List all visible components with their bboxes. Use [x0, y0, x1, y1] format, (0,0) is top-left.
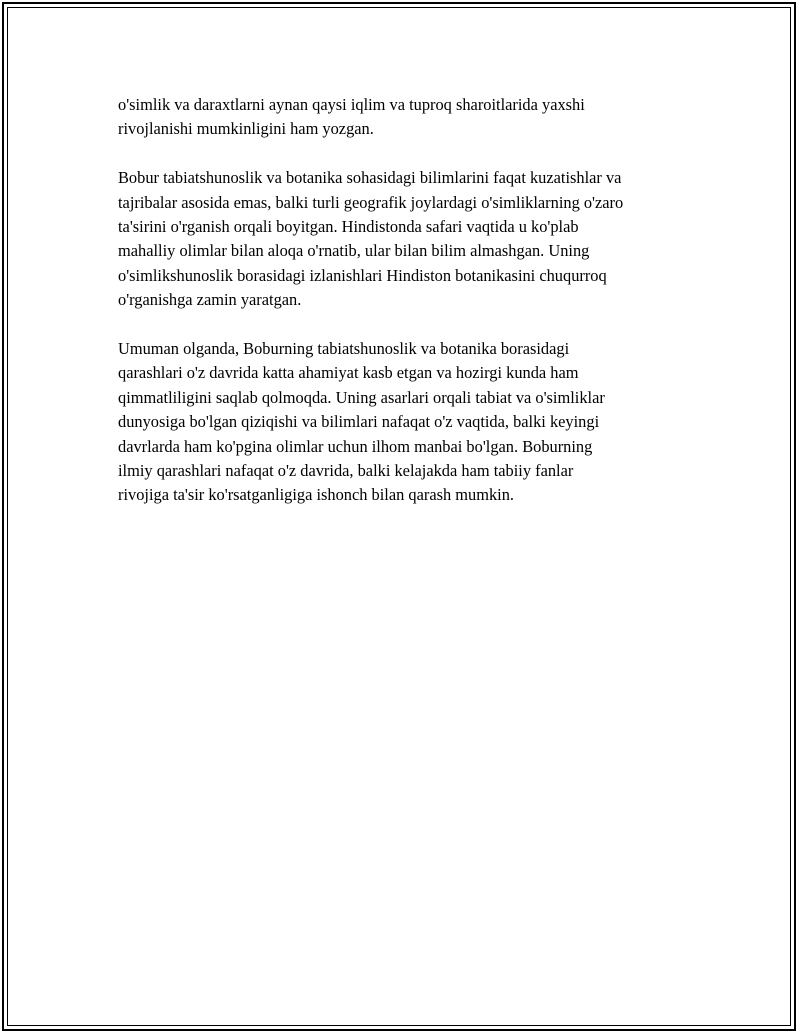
text-line: rivojiga ta'sir ko'rsatganligiga ishonch bilan qarash mumkin. [118, 485, 515, 505]
text-line: qimmatliligini saqlab qolmoqda. Uning asarlari orqali tabiat va o'simliklar [118, 387, 605, 407]
text-line: o'simlik va daraxtlarni aynan qaysi iqlim va tuproq sharoitlarida yaxshi [118, 95, 585, 114]
paragraph-3 [118, 337, 698, 508]
document-body [118, 93, 698, 532]
text-line: o'simlikshunoslik borasidagi izlanishlari Hindiston botanikasini chuqurroq [118, 265, 607, 285]
text-line: davrlarda ham ko'pgina olimlar uchun ilhom manbai bo'lgan. Boburning [118, 436, 593, 456]
text-line: dunyosiga bo'lgan qiziqishi va bilimlari nafaqat o'z vaqtida, balki keyingi [118, 412, 600, 432]
text-line: qarashlari o'z davrida katta ahamiyat kasb etgan va hozirgi kunda ham [118, 363, 579, 383]
text-line: Bobur tabiatshunoslik va botanika sohasidagi bilimlarini faqat kuzatishlar va [118, 168, 622, 188]
paragraph-1 [118, 93, 698, 142]
text-line: ilmiy qarashlari nafaqat o'z davrida, balki kelajakda ham tabiiy fanlar [118, 461, 574, 481]
text-line: Umuman olganda, Boburning tabiatshunoslik va botanika borasidagi [118, 339, 570, 359]
text-line: mahalliy olimlar bilan aloqa o'rnatib, ular bilan bilim almashgan. Uning [118, 241, 590, 261]
paragraph-2 [118, 166, 698, 312]
text-line: o'rganishga zamin yaratgan. [118, 290, 302, 310]
text-line: tajribalar asosida emas, balki turli geografik joylardagi o'simliklarning o'zaro [118, 192, 624, 212]
text-line: rivojlanishi mumkinligini ham yozgan. [118, 119, 374, 139]
text-line: ta'sirini o'rganish orqali boyitgan. Hindistonda safari vaqtida u ko'plab [118, 217, 579, 237]
